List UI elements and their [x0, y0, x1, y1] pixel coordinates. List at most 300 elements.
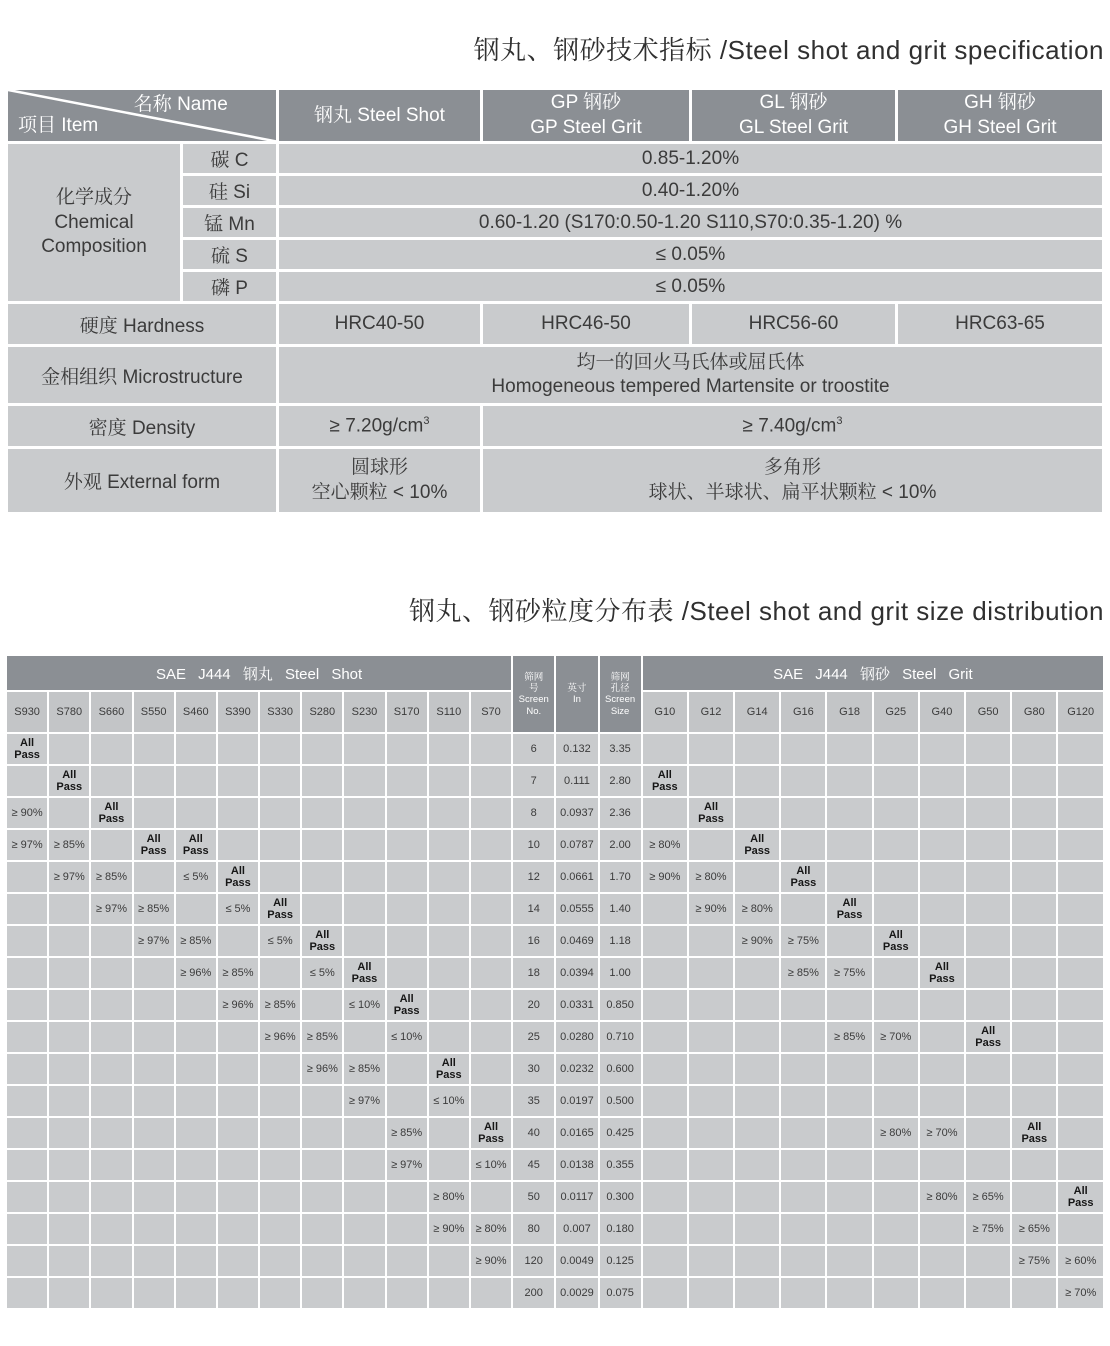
screen-no-cell: 7	[513, 766, 554, 796]
grit-dist-cell	[920, 1278, 964, 1308]
shot-dist-cell	[176, 1086, 216, 1116]
shot-dist-cell: All Pass	[218, 862, 258, 892]
grit-dist-cell	[966, 926, 1010, 956]
grit-size-column-label: G12	[689, 692, 733, 732]
shot-dist-cell	[218, 1022, 258, 1052]
shot-dist-cell: ≥ 85%	[218, 958, 258, 988]
grit-dist-cell	[966, 1150, 1010, 1180]
grit-dist-cell	[735, 1054, 779, 1084]
screen-size-cell: 0.300	[600, 1182, 641, 1212]
grit-dist-cell	[1012, 1086, 1056, 1116]
shot-dist-cell	[344, 1118, 384, 1148]
shot-dist-cell	[471, 1086, 511, 1116]
grit-dist-cell	[781, 1214, 825, 1244]
inch-cell: 0.0469	[556, 926, 597, 956]
shot-dist-cell: ≥ 80%	[471, 1214, 511, 1244]
shot-dist-cell	[260, 798, 300, 828]
dist-table-row	[7, 1118, 1103, 1148]
shot-dist-cell	[344, 766, 384, 796]
grit-dist-cell	[874, 862, 918, 892]
external-shot-cn: 圆球形	[350, 457, 408, 479]
element-value-mn: 0.60-1.20 (S170:0.50-1.20 S110,S70:0.35-1.20) %	[279, 208, 1102, 237]
shot-size-column-label: S70	[471, 692, 511, 732]
shot-dist-cell	[302, 830, 342, 860]
shot-dist-cell	[302, 1150, 342, 1180]
shot-dist-cell: All Pass	[471, 1118, 511, 1148]
shot-group-header: SAE J444 钢丸 Steel Shot	[7, 656, 511, 690]
shot-dist-cell	[302, 1182, 342, 1212]
grit-dist-cell	[735, 1246, 779, 1276]
grit-dist-cell: All Pass	[827, 894, 871, 924]
grit-dist-cell: ≥ 75%	[781, 926, 825, 956]
grit-size-column-label: G80	[1012, 692, 1056, 732]
dist-table-row	[7, 830, 1103, 860]
grit-dist-cell	[689, 1118, 733, 1148]
grit-dist-cell	[1058, 1214, 1103, 1244]
shot-size-column-label: S390	[218, 692, 258, 732]
shot-dist-cell	[260, 766, 300, 796]
screen-size-cell: 2.80	[600, 766, 641, 796]
shot-dist-cell: ≤ 5%	[176, 862, 216, 892]
dist-table-row	[7, 990, 1103, 1020]
inch-header	[556, 656, 597, 732]
shot-dist-cell	[471, 862, 511, 892]
grit-dist-cell	[1012, 1150, 1056, 1180]
grit-dist-cell: ≥ 75%	[827, 958, 871, 988]
shot-dist-cell	[91, 766, 131, 796]
corner-item-label: 项目 Item	[18, 114, 99, 136]
screen-size-cell: 0.500	[600, 1086, 641, 1116]
grit-dist-cell	[781, 1246, 825, 1276]
shot-size-column-label: S550	[134, 692, 174, 732]
grit-dist-cell: All Pass	[781, 862, 825, 892]
screen-size-cell: 0.355	[600, 1150, 641, 1180]
shot-dist-cell	[49, 958, 89, 988]
grit-dist-cell	[874, 798, 918, 828]
shot-dist-cell	[49, 1246, 89, 1276]
grit-dist-cell: All Pass	[920, 958, 964, 988]
grit-dist-cell	[966, 1118, 1010, 1148]
grit-dist-cell	[643, 1022, 687, 1052]
shot-dist-cell: ≤ 10%	[429, 1086, 469, 1116]
shot-dist-cell: ≥ 80%	[429, 1182, 469, 1212]
grit-dist-cell	[1012, 734, 1056, 764]
grit-dist-cell	[689, 958, 733, 988]
shot-size-column-label: S170	[387, 692, 427, 732]
shot-dist-cell	[471, 734, 511, 764]
shot-dist-cell	[429, 862, 469, 892]
grit-dist-cell	[689, 1214, 733, 1244]
shot-dist-cell	[134, 734, 174, 764]
shot-dist-cell	[49, 734, 89, 764]
grit-dist-cell	[874, 830, 918, 860]
grit-dist-cell	[1058, 1054, 1103, 1084]
shot-dist-cell	[260, 1214, 300, 1244]
grit-dist-cell: ≥ 80%	[920, 1182, 964, 1212]
density-shot-value	[279, 406, 480, 446]
grit-dist-cell	[827, 1278, 871, 1308]
shot-dist-cell: ≥ 96%	[302, 1054, 342, 1084]
shot-dist-cell: ≥ 97%	[49, 862, 89, 892]
dist-table-row	[7, 1214, 1103, 1244]
grit-dist-cell	[827, 1182, 871, 1212]
grit-dist-cell	[827, 1118, 871, 1148]
shot-dist-cell	[429, 1278, 469, 1308]
grit-dist-cell: ≥ 80%	[643, 830, 687, 860]
shot-dist-cell	[91, 926, 131, 956]
shot-dist-cell	[134, 798, 174, 828]
grit-dist-cell	[1012, 894, 1056, 924]
grit-size-column-label: G25	[874, 692, 918, 732]
grit-dist-cell	[643, 1214, 687, 1244]
screen-no-header-l1: 筛网	[524, 671, 544, 683]
grit-dist-cell	[781, 798, 825, 828]
col-header-gh-grit	[898, 90, 1102, 141]
screen-no-cell: 80	[513, 1214, 554, 1244]
density-grit-value	[483, 406, 1102, 446]
shot-dist-cell	[260, 1054, 300, 1084]
shot-dist-cell	[302, 798, 342, 828]
screen-no-cell: 10	[513, 830, 554, 860]
element-value-p: ≤ 0.05%	[279, 272, 1102, 301]
shot-dist-cell	[91, 1086, 131, 1116]
shot-dist-cell	[471, 926, 511, 956]
grit-dist-cell	[874, 1150, 918, 1180]
shot-dist-cell	[176, 1022, 216, 1052]
grit-size-column-label: G120	[1058, 692, 1103, 732]
shot-dist-cell	[49, 1086, 89, 1116]
shot-size-column-label: S330	[260, 692, 300, 732]
grit-dist-cell: ≥ 80%	[689, 862, 733, 892]
grit-dist-cell	[735, 1182, 779, 1212]
shot-dist-cell: ≤ 10%	[387, 1022, 427, 1052]
grit-dist-cell	[874, 958, 918, 988]
density-grit-sup: 3	[836, 415, 843, 428]
shot-dist-cell: ≤ 5%	[260, 926, 300, 956]
grit-dist-cell	[874, 734, 918, 764]
grit-dist-cell	[689, 1150, 733, 1180]
shot-dist-cell	[218, 1118, 258, 1148]
shot-dist-cell	[49, 894, 89, 924]
shot-dist-cell	[134, 1022, 174, 1052]
shot-dist-cell	[7, 1246, 47, 1276]
shot-dist-cell	[91, 1054, 131, 1084]
grit-dist-cell	[827, 766, 871, 796]
shot-dist-cell	[429, 958, 469, 988]
shot-dist-cell	[429, 1150, 469, 1180]
element-label-c: 碳 C	[183, 144, 276, 173]
grit-dist-cell	[920, 734, 964, 764]
grit-dist-cell	[781, 1150, 825, 1180]
shot-dist-cell	[91, 1150, 131, 1180]
external-grit-detail: 球状、半球状、扁平状颗粒 < 10%	[648, 481, 937, 503]
dist-table-row	[7, 1182, 1103, 1212]
grit-dist-cell	[689, 1054, 733, 1084]
grit-dist-cell	[781, 894, 825, 924]
grit-dist-cell	[643, 1182, 687, 1212]
dist-table-row	[7, 1150, 1103, 1180]
grit-dist-cell: ≥ 70%	[920, 1118, 964, 1148]
grit-dist-cell	[1058, 862, 1103, 892]
inch-cell: 0.007	[556, 1214, 597, 1244]
shot-dist-cell: ≥ 96%	[176, 958, 216, 988]
screen-size-cell: 0.125	[600, 1246, 641, 1276]
shot-dist-cell: ≥ 97%	[91, 894, 131, 924]
external-form-shot	[279, 449, 480, 512]
shot-dist-cell	[134, 1182, 174, 1212]
grit-dist-cell: All Pass	[1058, 1182, 1103, 1212]
shot-dist-cell	[387, 798, 427, 828]
grit-dist-cell: ≥ 80%	[874, 1118, 918, 1148]
screen-no-cell: 20	[513, 990, 554, 1020]
grit-dist-cell	[781, 1278, 825, 1308]
shot-dist-cell	[218, 766, 258, 796]
shot-dist-cell	[471, 1182, 511, 1212]
grit-dist-cell	[966, 798, 1010, 828]
grit-dist-cell	[689, 990, 733, 1020]
shot-dist-cell	[176, 1278, 216, 1308]
grit-dist-cell	[1058, 1118, 1103, 1148]
grit-dist-cell	[1058, 1150, 1103, 1180]
shot-dist-cell	[344, 1150, 384, 1180]
grit-dist-cell	[920, 1214, 964, 1244]
screen-no-header-l2: 号	[528, 683, 539, 695]
grit-dist-cell: ≥ 85%	[827, 1022, 871, 1052]
shot-dist-cell	[218, 734, 258, 764]
grit-dist-cell: All Pass	[689, 798, 733, 828]
shot-dist-cell: ≥ 90%	[471, 1246, 511, 1276]
shot-dist-cell	[7, 926, 47, 956]
shot-dist-cell	[218, 926, 258, 956]
shot-dist-cell: ≥ 96%	[218, 990, 258, 1020]
screen-no-cell: 18	[513, 958, 554, 988]
external-grit-cn: 多角形	[763, 457, 821, 479]
shot-dist-cell	[134, 1246, 174, 1276]
chemical-label-cn: 化学成分	[55, 186, 132, 208]
shot-dist-cell: All Pass	[429, 1054, 469, 1084]
grit-dist-cell	[966, 1246, 1010, 1276]
shot-dist-cell	[176, 798, 216, 828]
shot-dist-cell: All Pass	[134, 830, 174, 860]
shot-dist-cell	[260, 958, 300, 988]
grit-dist-cell	[689, 1278, 733, 1308]
shot-dist-cell	[49, 1182, 89, 1212]
grit-dist-cell	[920, 926, 964, 956]
shot-dist-cell	[344, 798, 384, 828]
grit-dist-cell	[827, 926, 871, 956]
shot-dist-cell: All Pass	[302, 926, 342, 956]
grit-dist-cell	[827, 1150, 871, 1180]
grit-dist-cell	[920, 1022, 964, 1052]
shot-dist-cell	[429, 798, 469, 828]
inch-header-l1: 英寸	[567, 683, 587, 695]
grit-dist-cell	[735, 766, 779, 796]
shot-dist-cell	[344, 1278, 384, 1308]
inch-cell: 0.0394	[556, 958, 597, 988]
inch-cell: 0.0165	[556, 1118, 597, 1148]
grit-dist-cell	[689, 1182, 733, 1212]
grit-dist-cell	[643, 798, 687, 828]
grit-dist-cell	[1058, 926, 1103, 956]
grit-dist-cell	[1012, 1182, 1056, 1212]
shot-dist-cell	[134, 1054, 174, 1084]
shot-dist-cell	[429, 1246, 469, 1276]
shot-size-column-label: S230	[344, 692, 384, 732]
grit-dist-cell	[920, 990, 964, 1020]
dist-table-row	[7, 958, 1103, 988]
grit-dist-cell	[643, 926, 687, 956]
grit-dist-cell	[1012, 1022, 1056, 1052]
grit-dist-cell	[920, 1086, 964, 1116]
shot-dist-cell	[176, 1182, 216, 1212]
grit-dist-cell	[735, 958, 779, 988]
grit-dist-cell	[827, 990, 871, 1020]
grit-dist-cell	[1058, 766, 1103, 796]
shot-dist-cell	[387, 1278, 427, 1308]
grit-dist-cell	[920, 798, 964, 828]
grit-dist-cell	[735, 734, 779, 764]
corner-name-label: 名称 Name	[133, 94, 228, 115]
grit-dist-cell	[1012, 926, 1056, 956]
grit-dist-cell	[827, 1246, 871, 1276]
inch-cell: 0.0197	[556, 1086, 597, 1116]
shot-dist-cell	[218, 830, 258, 860]
grit-dist-cell	[735, 862, 779, 892]
shot-dist-cell	[49, 1054, 89, 1084]
screen-no-cell: 6	[513, 734, 554, 764]
grit-dist-cell	[643, 1086, 687, 1116]
shot-dist-cell	[471, 990, 511, 1020]
grit-dist-cell: ≥ 75%	[966, 1214, 1010, 1244]
microstructure-label: 金相组织 Microstructure	[8, 347, 276, 403]
dist-table-row	[7, 862, 1103, 892]
element-label-p: 磷 P	[183, 272, 276, 301]
shot-dist-cell: All Pass	[176, 830, 216, 860]
shot-dist-cell: ≥ 90%	[429, 1214, 469, 1244]
screen-no-cell: 45	[513, 1150, 554, 1180]
grit-dist-cell	[874, 1278, 918, 1308]
shot-dist-cell	[134, 862, 174, 892]
shot-dist-cell	[387, 1086, 427, 1116]
shot-dist-cell	[91, 1182, 131, 1212]
shot-dist-cell	[91, 990, 131, 1020]
grit-dist-cell	[781, 766, 825, 796]
element-value-c: 0.85-1.20%	[279, 144, 1102, 173]
screen-size-header	[600, 656, 641, 732]
grit-dist-cell: ≥ 65%	[966, 1182, 1010, 1212]
grit-dist-cell	[966, 830, 1010, 860]
screen-size-cell: 0.850	[600, 990, 641, 1020]
hardness-gp: HRC46-50	[483, 304, 689, 344]
shot-dist-cell	[344, 926, 384, 956]
shot-dist-cell	[260, 734, 300, 764]
inch-cell: 0.0661	[556, 862, 597, 892]
grit-dist-cell	[966, 1054, 1010, 1084]
page-title-distribution: 钢丸、钢砂粒度分布表 /Steel shot and grit size distribution	[409, 596, 1104, 627]
inch-cell: 0.0787	[556, 830, 597, 860]
shot-dist-cell	[471, 958, 511, 988]
shot-dist-cell: All Pass	[260, 894, 300, 924]
shot-dist-cell	[302, 1278, 342, 1308]
screen-size-cell: 1.18	[600, 926, 641, 956]
shot-dist-cell	[302, 1214, 342, 1244]
screen-size-cell: 2.36	[600, 798, 641, 828]
screen-no-cell: 25	[513, 1022, 554, 1052]
distribution-table	[5, 654, 1105, 1310]
shot-dist-cell: ≤ 5%	[218, 894, 258, 924]
col-header-steel-shot: 钢丸 Steel Shot	[279, 90, 480, 141]
shot-dist-cell	[218, 798, 258, 828]
external-shot-detail: 空心颗粒 < 10%	[311, 481, 448, 503]
shot-size-column-label: S110	[429, 692, 469, 732]
shot-dist-cell	[7, 1022, 47, 1052]
shot-dist-cell	[302, 990, 342, 1020]
screen-no-cell: 12	[513, 862, 554, 892]
grit-dist-cell	[966, 862, 1010, 892]
grit-dist-cell	[827, 734, 871, 764]
shot-dist-cell: ≥ 85%	[387, 1118, 427, 1148]
screen-no-header-l3: Screen	[518, 694, 549, 706]
shot-dist-cell	[302, 766, 342, 796]
screen-size-header-l2: 孔径	[610, 683, 630, 695]
shot-size-column-label: S660	[91, 692, 131, 732]
grit-dist-cell	[1058, 798, 1103, 828]
shot-dist-cell	[7, 1118, 47, 1148]
hardness-shot: HRC40-50	[279, 304, 480, 344]
grit-dist-cell	[920, 894, 964, 924]
density-shot-sup: 3	[423, 415, 430, 428]
shot-dist-cell	[176, 1214, 216, 1244]
grit-size-column-label: G16	[781, 692, 825, 732]
inch-cell: 0.111	[556, 766, 597, 796]
dist-table-row	[7, 894, 1103, 924]
grit-dist-cell	[966, 1278, 1010, 1308]
grit-size-column-label: G14	[735, 692, 779, 732]
inch-cell: 0.0331	[556, 990, 597, 1020]
dist-table-row	[7, 1246, 1103, 1276]
shot-dist-cell	[134, 1214, 174, 1244]
shot-dist-cell	[134, 1150, 174, 1180]
shot-dist-cell: ≥ 85%	[91, 862, 131, 892]
col-header-gp-en: GP Steel Grit	[530, 116, 642, 138]
shot-dist-cell	[176, 766, 216, 796]
shot-dist-cell	[7, 1086, 47, 1116]
shot-dist-cell	[218, 1054, 258, 1084]
element-label-si: 硅 Si	[183, 176, 276, 205]
shot-dist-cell	[302, 734, 342, 764]
grit-dist-cell	[643, 734, 687, 764]
page-title-specification: 钢丸、钢砂技术指标 /Steel shot and grit specification	[473, 35, 1104, 65]
corner-header-cell	[8, 90, 276, 141]
shot-dist-cell: ≤ 10%	[344, 990, 384, 1020]
grit-size-column-label: G18	[827, 692, 871, 732]
grit-dist-cell	[874, 1214, 918, 1244]
inch-cell: 0.132	[556, 734, 597, 764]
shot-dist-cell	[429, 1022, 469, 1052]
screen-size-header-l1: 筛网	[610, 671, 630, 683]
inch-cell: 0.0232	[556, 1054, 597, 1084]
grit-dist-cell	[874, 1086, 918, 1116]
grit-dist-cell	[689, 1246, 733, 1276]
shot-dist-cell	[302, 1086, 342, 1116]
shot-dist-cell	[260, 1246, 300, 1276]
inch-cell: 0.0280	[556, 1022, 597, 1052]
shot-dist-cell	[91, 1022, 131, 1052]
shot-dist-cell	[218, 1214, 258, 1244]
shot-dist-cell	[49, 1118, 89, 1148]
grit-dist-cell: All Pass	[966, 1022, 1010, 1052]
microstructure-value-cn: 均一的回火马氏体或屈氏体	[576, 351, 805, 373]
